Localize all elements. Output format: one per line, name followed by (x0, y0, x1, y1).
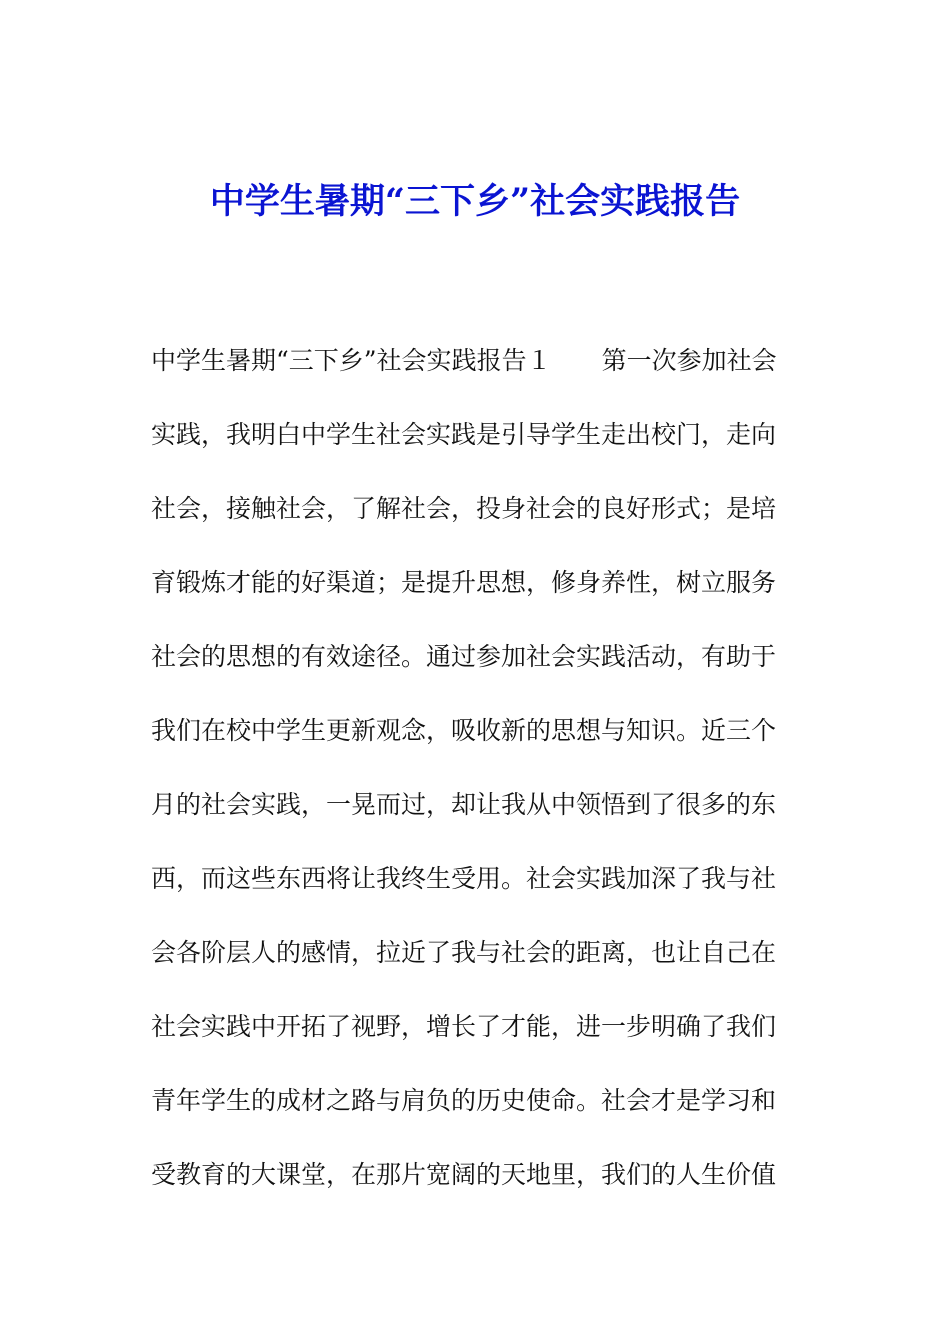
body-line: 育锻炼才能的好渠道；是提升思想，修身养性，树立服务 (151, 568, 777, 597)
body-line: 月的社会实践，一晃而过，却让我从中领悟到了很多的东 (151, 790, 777, 819)
body-line: 中学生暑期“三下乡”社会实践报告１ 第一次参加社会 (151, 346, 777, 375)
body-line: 实践，我明白中学生社会实践是引导学生走出校门，走向 (151, 420, 777, 449)
body-line: 社会实践中开拓了视野，增长了才能，进一步明确了我们 (151, 1012, 777, 1041)
body-line: 社会，接触社会，了解社会，投身社会的良好形式；是培 (151, 494, 777, 523)
body-line: 社会的思想的有效途径。通过参加社会实践活动，有助于 (151, 642, 777, 671)
body-line: 会各阶层人的感情，拉近了我与社会的距离，也让自己在 (151, 938, 777, 967)
body-line: 我们在校中学生更新观念，吸收新的思想与知识。近三个 (151, 716, 777, 745)
document-body (151, 324, 811, 1212)
document-title: 中学生暑期“三下乡”社会实践报告 (209, 181, 741, 222)
body-line: 受教育的大课堂，在那片宽阔的天地里，我们的人生价值 (151, 1160, 777, 1189)
body-line: 青年学生的成材之路与肩负的历史使命。社会才是学习和 (151, 1086, 777, 1115)
body-line: 西，而这些东西将让我终生受用。社会实践加深了我与社 (151, 864, 777, 893)
